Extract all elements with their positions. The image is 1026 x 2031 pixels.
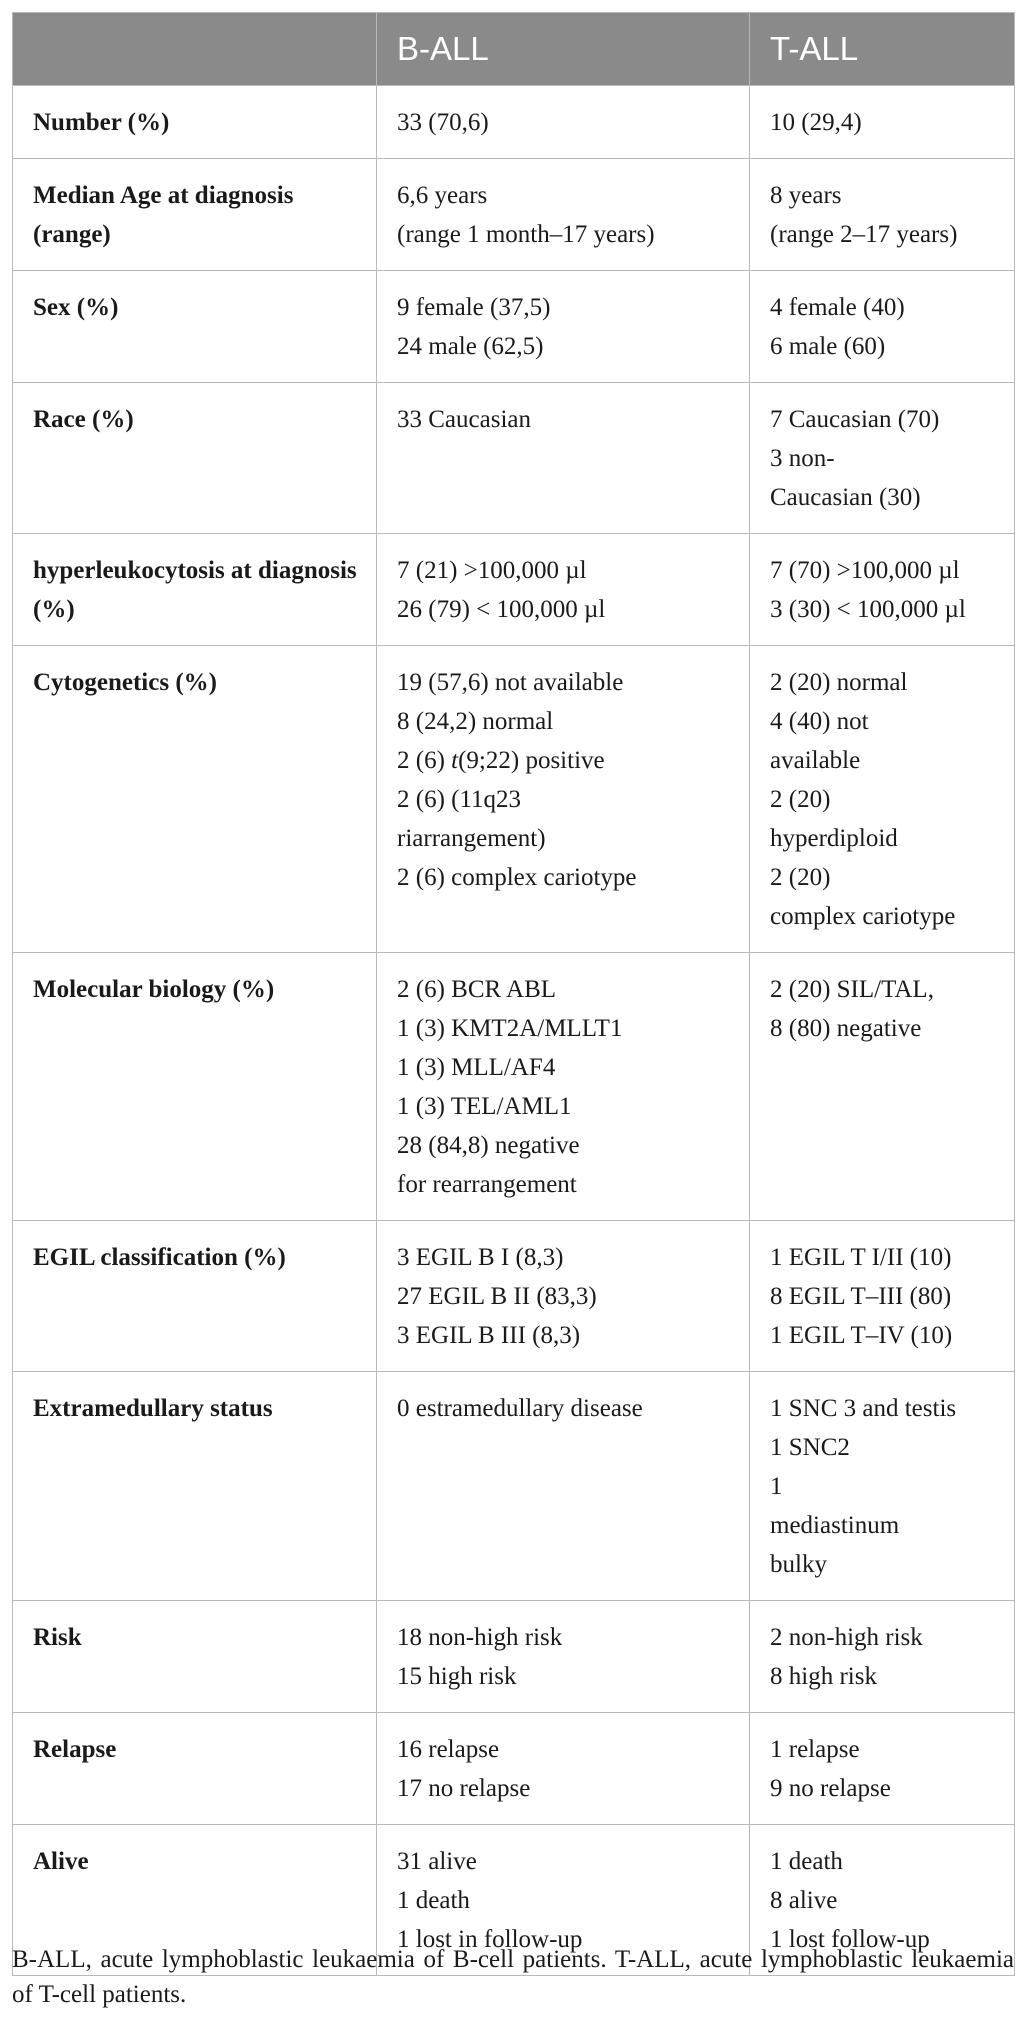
cell-line: for rearrangement xyxy=(397,1171,577,1198)
cell-line: 19 (57,6) not available xyxy=(397,669,624,696)
cell-line: hyperdiploid xyxy=(770,825,898,852)
cell-line: 33 (70,6) xyxy=(397,109,489,136)
row-label: Alive xyxy=(13,1825,377,1976)
t-all-cell xyxy=(750,953,1015,1221)
cell-line: 8 high risk xyxy=(770,1663,877,1690)
cell-line: 1 xyxy=(770,1473,783,1500)
table-row xyxy=(13,271,1015,383)
cell-line: available xyxy=(770,747,861,774)
cell-line: 8 years xyxy=(770,182,842,209)
cell-line: 4 (40) not xyxy=(770,708,869,735)
cell-line: 4 female (40) xyxy=(770,294,905,321)
header-row xyxy=(13,13,1015,86)
t-all-cell xyxy=(750,1601,1015,1713)
cell-line: 3 EGIL B I (8,3) xyxy=(397,1244,564,1271)
row-label: Relapse xyxy=(13,1713,377,1825)
cell-line: 2 (6) t(9;22) positive xyxy=(397,747,605,774)
cell-line: 1 death xyxy=(770,1848,843,1875)
cell-line: 1 (3) TEL/AML1 xyxy=(397,1093,572,1120)
cell-line: 1 (3) MLL/AF4 xyxy=(397,1054,556,1081)
cell-line: 1 death xyxy=(397,1887,470,1914)
header-cell-b-all: B-ALL xyxy=(377,13,750,86)
cell-line: 2 (6) complex cariotype xyxy=(397,864,637,891)
cell-line: 33 Caucasian xyxy=(397,406,531,433)
cell-line: 24 male (62,5) xyxy=(397,333,544,360)
cell-line: 7 (70) >100,000 µl xyxy=(770,557,960,584)
cell-line: 6 male (60) xyxy=(770,333,886,360)
table-row xyxy=(13,383,1015,534)
cell-line: 31 alive xyxy=(397,1848,477,1875)
b-all-cell xyxy=(377,953,750,1221)
table-row xyxy=(13,534,1015,646)
row-label: Race (%) xyxy=(13,383,377,534)
cell-line: 9 female (37,5) xyxy=(397,294,551,321)
cell-line: 2 (20) xyxy=(770,786,831,813)
cell-line: 10 (29,4) xyxy=(770,109,862,136)
table-row xyxy=(13,1713,1015,1825)
table-footnote: B-ALL, acute lymphoblastic leukaemia of B-cell patients. T-ALL, acute lymphoblastic leukaemia of T-cell patients. xyxy=(12,1946,1014,2008)
cell-line: 8 EGIL T–III (80) xyxy=(770,1283,952,1310)
b-all-cell xyxy=(377,1713,750,1825)
table-row xyxy=(13,646,1015,953)
row-label: Risk xyxy=(13,1601,377,1713)
row-label: EGIL classification (%) xyxy=(13,1221,377,1372)
cell-line: 16 relapse xyxy=(397,1736,500,1763)
patient-characteristics-table xyxy=(12,12,1015,1976)
b-all-cell xyxy=(377,534,750,646)
row-label: Extramedullary status xyxy=(13,1372,377,1601)
table-row xyxy=(13,159,1015,271)
table-row xyxy=(13,1372,1015,1601)
cell-line: 1 lost in follow-up xyxy=(397,1926,583,1953)
cell-line: 2 (20) SIL/TAL, xyxy=(770,976,934,1003)
table-row xyxy=(13,1221,1015,1372)
row-label: Sex (%) xyxy=(13,271,377,383)
cell-line: (range 1 month–17 years) xyxy=(397,221,655,248)
b-all-cell xyxy=(377,1372,750,1601)
cell-line: 9 no relapse xyxy=(770,1775,891,1802)
b-all-cell xyxy=(377,86,750,159)
table-body xyxy=(13,86,1015,1976)
t-all-cell xyxy=(750,159,1015,271)
cell-line: 6,6 years xyxy=(397,182,488,209)
b-all-cell xyxy=(377,646,750,953)
t-all-cell xyxy=(750,1221,1015,1372)
cell-line: 3 EGIL B III (8,3) xyxy=(397,1322,581,1349)
row-label: hyperleukocytosis at diagnosis (%) xyxy=(13,534,377,646)
b-all-cell xyxy=(377,159,750,271)
cell-line: mediastinum xyxy=(770,1512,900,1539)
cell-line: riarrangement) xyxy=(397,825,546,852)
cell-line: 8 (80) negative xyxy=(770,1015,922,1042)
cell-line: 8 (24,2) normal xyxy=(397,708,554,735)
t-all-cell xyxy=(750,271,1015,383)
b-all-cell xyxy=(377,383,750,534)
header-cell-empty xyxy=(13,13,377,86)
cell-line: 2 (6) BCR ABL xyxy=(397,976,557,1003)
row-label: Molecular biology (%) xyxy=(13,953,377,1221)
cell-line: 3 non- xyxy=(770,445,835,472)
cell-line: 15 high risk xyxy=(397,1663,517,1690)
b-all-cell xyxy=(377,271,750,383)
cell-line: 28 (84,8) negative xyxy=(397,1132,580,1159)
b-all-cell xyxy=(377,1221,750,1372)
t-all-cell xyxy=(750,646,1015,953)
row-label: Number (%) xyxy=(13,86,377,159)
cell-line: 8 alive xyxy=(770,1887,838,1914)
cell-line: 17 no relapse xyxy=(397,1775,531,1802)
row-label: Cytogenetics (%) xyxy=(13,646,377,953)
t-all-cell xyxy=(750,1713,1015,1825)
cell-line: complex cariotype xyxy=(770,903,956,930)
cell-line: bulky xyxy=(770,1551,827,1578)
t-all-cell xyxy=(750,86,1015,159)
t-all-cell xyxy=(750,383,1015,534)
cell-line: 26 (79) < 100,000 µl xyxy=(397,596,606,623)
cell-line: 27 EGIL B II (83,3) xyxy=(397,1283,597,1310)
b-all-cell xyxy=(377,1601,750,1713)
cell-line: (range 2–17 years) xyxy=(770,221,958,248)
t-all-cell xyxy=(750,534,1015,646)
header-cell-t-all: T-ALL xyxy=(750,13,1015,86)
cell-line: 2 non-high risk xyxy=(770,1624,923,1651)
table-row xyxy=(13,953,1015,1221)
t-all-cell xyxy=(750,1372,1015,1601)
cell-line: 7 Caucasian (70) xyxy=(770,406,940,433)
cell-line: 1 SNC 3 and testis xyxy=(770,1395,957,1422)
cell-line: 3 (30) < 100,000 µl xyxy=(770,596,966,623)
cell-line: 1 EGIL T–IV (10) xyxy=(770,1322,953,1349)
cell-line: Caucasian (30) xyxy=(770,484,921,511)
cell-line: 1 (3) KMT2A/MLLT1 xyxy=(397,1015,623,1042)
cell-line: 7 (21) >100,000 µl xyxy=(397,557,587,584)
cell-line: 1 lost follow-up xyxy=(770,1926,930,1953)
cell-line: 1 EGIL T I/II (10) xyxy=(770,1244,952,1271)
cell-line: 2 (20) xyxy=(770,864,831,891)
table-row xyxy=(13,1601,1015,1713)
cell-line: 18 non-high risk xyxy=(397,1624,563,1651)
cell-line: 0 estramedullary disease xyxy=(397,1395,643,1422)
cell-line: 1 relapse xyxy=(770,1736,860,1763)
cell-line: 2 (6) (11q23 xyxy=(397,786,522,813)
cell-line: 2 (20) normal xyxy=(770,669,908,696)
table-row xyxy=(13,86,1015,159)
cell-line: 1 SNC2 xyxy=(770,1434,850,1461)
row-label: Median Age at diagnosis (range) xyxy=(13,159,377,271)
